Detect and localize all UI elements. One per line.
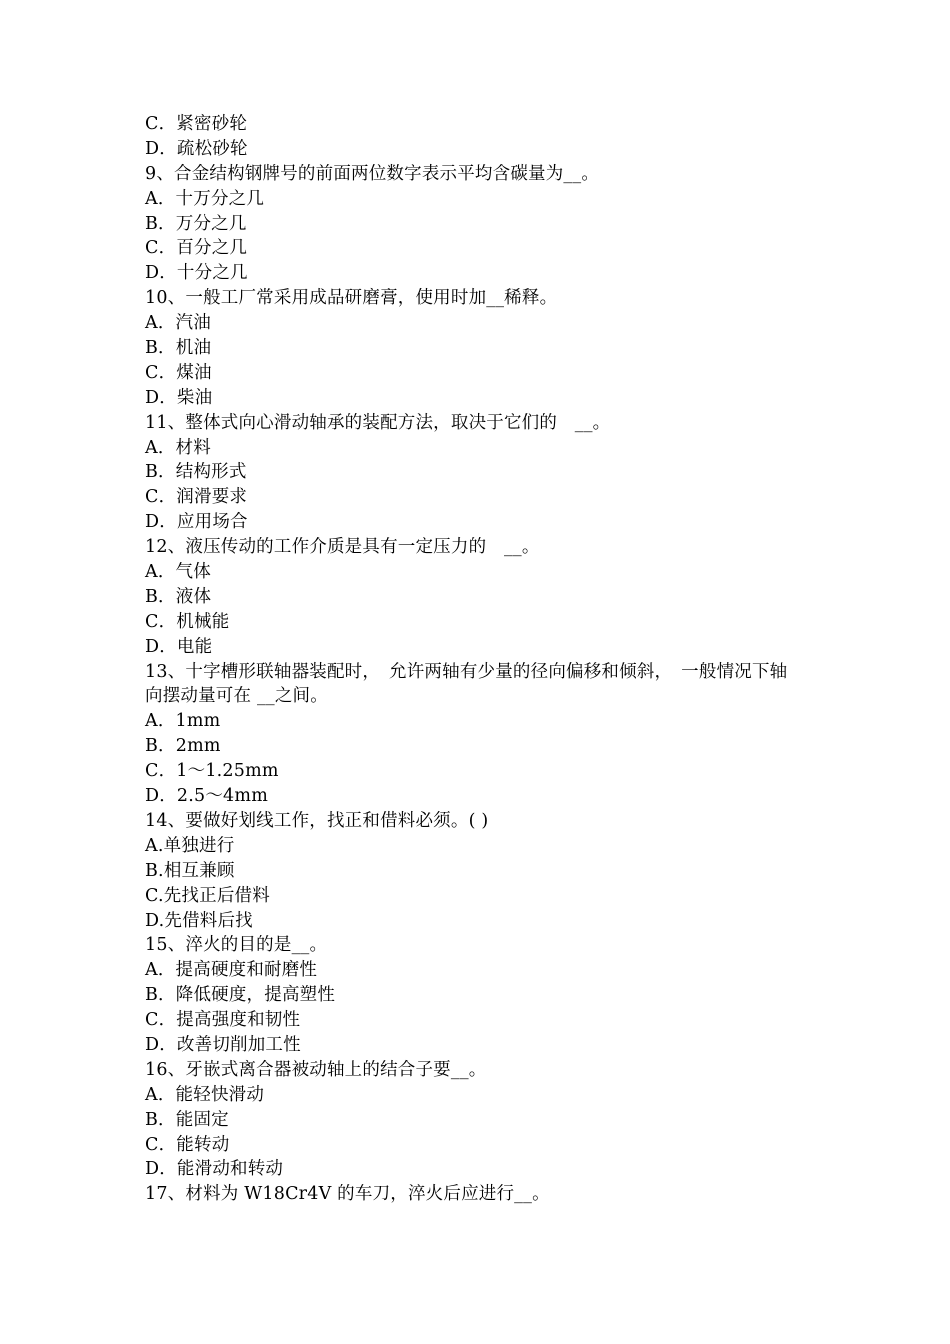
text-line: D．能滑动和转动 (145, 1159, 284, 1180)
text-line: C．润滑要求 (145, 487, 248, 508)
text-line: D．柴油 (145, 387, 213, 408)
question-13-cont: 向摆动量可在 __之间。 (145, 686, 328, 707)
text-line: B．液体 (145, 586, 212, 607)
question-12: 12、液压传动的工作介质是具有一定压力的 __。 (145, 537, 540, 558)
question-9: 9、合金结构钢牌号的前面两位数字表示平均含碳量为__。 (145, 163, 600, 184)
text-line: C.先找正后借料 (145, 885, 270, 906)
text-line: C．机械能 (145, 611, 230, 632)
text-line: D．2.5～4mm (145, 786, 268, 807)
question-16: 16、牙嵌式离合器被动轴上的结合子要__。 (145, 1059, 487, 1080)
text-line: A．1mm (145, 711, 221, 732)
text-line: B．万分之几 (145, 213, 247, 234)
text-line: B．降低硬度，提高塑性 (145, 985, 336, 1006)
text-line: C．能转动 (145, 1134, 230, 1155)
question-11: 11、整体式向心滑动轴承的装配方法，取决于它们的 __。 (145, 412, 611, 433)
text-line: A.单独进行 (145, 835, 235, 856)
text-line: D．十分之几 (145, 263, 248, 284)
text-line: B．能固定 (145, 1109, 229, 1130)
text-line: D．疏松砂轮 (145, 138, 248, 159)
text-line: B．结构形式 (145, 462, 247, 483)
text-line: B．机油 (145, 338, 212, 359)
text-line: A．提高硬度和耐磨性 (145, 960, 318, 981)
text-line: C．百分之几 (145, 238, 248, 259)
question-15: 15、淬火的目的是__。 (145, 935, 328, 956)
text-line: A．十万分之几 (145, 188, 265, 209)
text-line: A．材料 (145, 437, 211, 458)
text-line: D．改善切削加工性 (145, 1034, 301, 1055)
text-line: C．紧密砂轮 (145, 114, 248, 134)
question-10: 10、一般工厂常采用成品研磨膏，使用时加__稀释。 (145, 288, 558, 309)
question-14: 14、要做好划线工作，找正和借料必须。( ) (145, 810, 489, 831)
text-line: A．气体 (145, 562, 211, 583)
text-line: A．汽油 (145, 313, 211, 334)
text-line: B.相互兼顾 (145, 860, 235, 881)
question-17: 17、材料为 W18Cr4V 的车刀，淬火后应进行__。 (145, 1184, 550, 1205)
document-page (145, 112, 825, 1207)
text-line: C．1～1.25mm (145, 761, 279, 782)
text-line: D．电能 (145, 636, 213, 657)
text-line: B．2mm (145, 736, 221, 757)
text-line: D．应用场合 (145, 512, 248, 533)
text-line: D.先借料后找 (145, 910, 253, 931)
text-line: C．提高强度和韧性 (145, 1010, 301, 1031)
text-line: C．煤油 (145, 362, 212, 383)
question-13: 13、十字槽形联轴器装配时， 允许两轴有少量的径向偏移和倾斜， 一般情况下轴 (145, 661, 788, 682)
text-line: A．能轻快滑动 (145, 1084, 265, 1105)
